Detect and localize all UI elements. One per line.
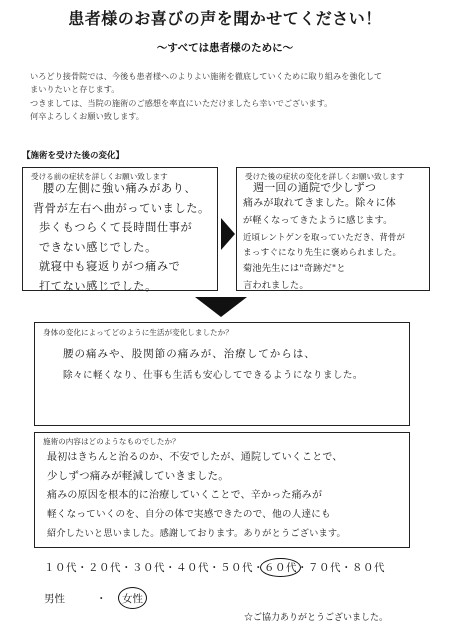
age-separator: ・	[209, 562, 220, 574]
intro-line: 何卒よろしくお願い致します。	[30, 111, 144, 122]
answer-line: 最初はきちんと治るのか、不安でしたが、通院していくことで、	[47, 452, 343, 463]
answer-line: 腰の痛みや、股関節の痛みが、治療してからは、	[63, 348, 316, 360]
answer-line: 打てない感じでした。	[39, 279, 157, 293]
answer-line: 少しずつ痛みが軽減していきました。	[47, 470, 229, 482]
page-title: 患者様のお喜びの声を聞かせてください！	[68, 9, 382, 28]
intro-line: いろどり接骨院では、今後も患者様へのよりよい施術を徹底していくために取り組みを強化して	[30, 71, 383, 81]
age-separator: ・	[253, 562, 264, 574]
age-option[interactable]: １０代	[44, 562, 77, 574]
gender-row	[44, 591, 143, 606]
age-option[interactable]: ４０代	[176, 562, 209, 574]
intro-line: まいりたいと存じます。	[30, 84, 120, 95]
before-answer	[33, 179, 210, 296]
age-option[interactable]: ５０代	[220, 562, 253, 574]
answer-line: できない感じでした。	[39, 240, 157, 254]
answer-line: が軽くなってきたように感じます。	[243, 214, 393, 226]
after-symptoms-box	[236, 167, 430, 291]
answer-line: 背骨が左右へ曲がっていました。	[33, 201, 210, 215]
age-options	[44, 560, 385, 575]
answer-line: 週一回の通院で少しずつ	[253, 181, 377, 194]
intro-text	[30, 70, 430, 124]
age-option[interactable]: ３０代	[132, 562, 165, 574]
age-option[interactable]: ８０代	[352, 562, 385, 574]
after-answer	[243, 180, 405, 294]
age-separator: ・	[297, 562, 308, 574]
answer-line: 就寝中も寝返りがつ痛みで	[39, 260, 181, 273]
answer-line: 近頃レントゲンを取っていただき、背骨が	[243, 231, 406, 242]
answer-line: 軽くなっていくのを、自分の体で実感できたので、他の人達にも	[47, 509, 331, 520]
age-separator: ・	[165, 562, 176, 574]
answer-line: 腰の左側に強い痛みがあり、	[43, 182, 197, 195]
answer-line: 痛みの原因を根本的に治療していくことで、辛かった痛みが	[47, 490, 323, 501]
age-separator: ・	[121, 562, 132, 574]
impression-box	[34, 432, 410, 548]
answer-line: 除々に軽くなり、仕事も生活も安心してできるようになりました。	[63, 370, 363, 381]
life-question: 身体の変化によってどのように生活が変化しましたか？	[43, 328, 233, 337]
age-option[interactable]: ２０代	[88, 562, 121, 574]
after-question: 受けた後の症状の変化を詳しくお願い致します	[245, 172, 405, 181]
thanks-text: ☆ご協力ありがとうございました。	[244, 613, 389, 623]
arrow-right-icon	[221, 218, 235, 250]
answer-line: 紹介したいと思いました。感謝しております。ありがとうございます。	[47, 528, 346, 539]
before-symptoms-box	[22, 167, 218, 291]
gender-female-option[interactable]: 女性	[122, 593, 143, 605]
answer-line: 歩くもつらくて長時間仕事が	[39, 221, 193, 234]
section-label: 【施術を受けた後の変化】	[22, 151, 125, 161]
page-subtitle: ～すべては患者様のために～	[156, 42, 294, 54]
age-separator: ・	[341, 562, 352, 574]
impression-answer	[47, 448, 346, 543]
intro-line: つきましては、当院の施術のご感想を率直にいただけましたら幸いでございます。	[30, 97, 333, 108]
age-separator: ・	[77, 562, 88, 574]
answer-line: 痛みが取れてきました。除々に体	[243, 198, 396, 210]
age-option[interactable]: ７０代	[308, 562, 341, 574]
before-question: 受ける前の症状を詳しくお願い致します	[31, 172, 168, 181]
life-change-box	[34, 322, 410, 426]
answer-line: 菊池先生には"奇跡だ"と	[243, 263, 346, 275]
answer-line: まっすぐになり先生に褒められました。	[243, 248, 402, 259]
arrow-down-icon	[195, 297, 247, 317]
gender-male-option[interactable]: 男性	[44, 593, 65, 605]
life-answer	[63, 343, 363, 387]
impression-question: 施術の内容はどのようなものでしたか？	[43, 437, 180, 446]
gender-bullet: ・	[96, 593, 107, 605]
age-option[interactable]: ６０代	[264, 562, 297, 574]
answer-line: 言われました。	[243, 279, 309, 291]
